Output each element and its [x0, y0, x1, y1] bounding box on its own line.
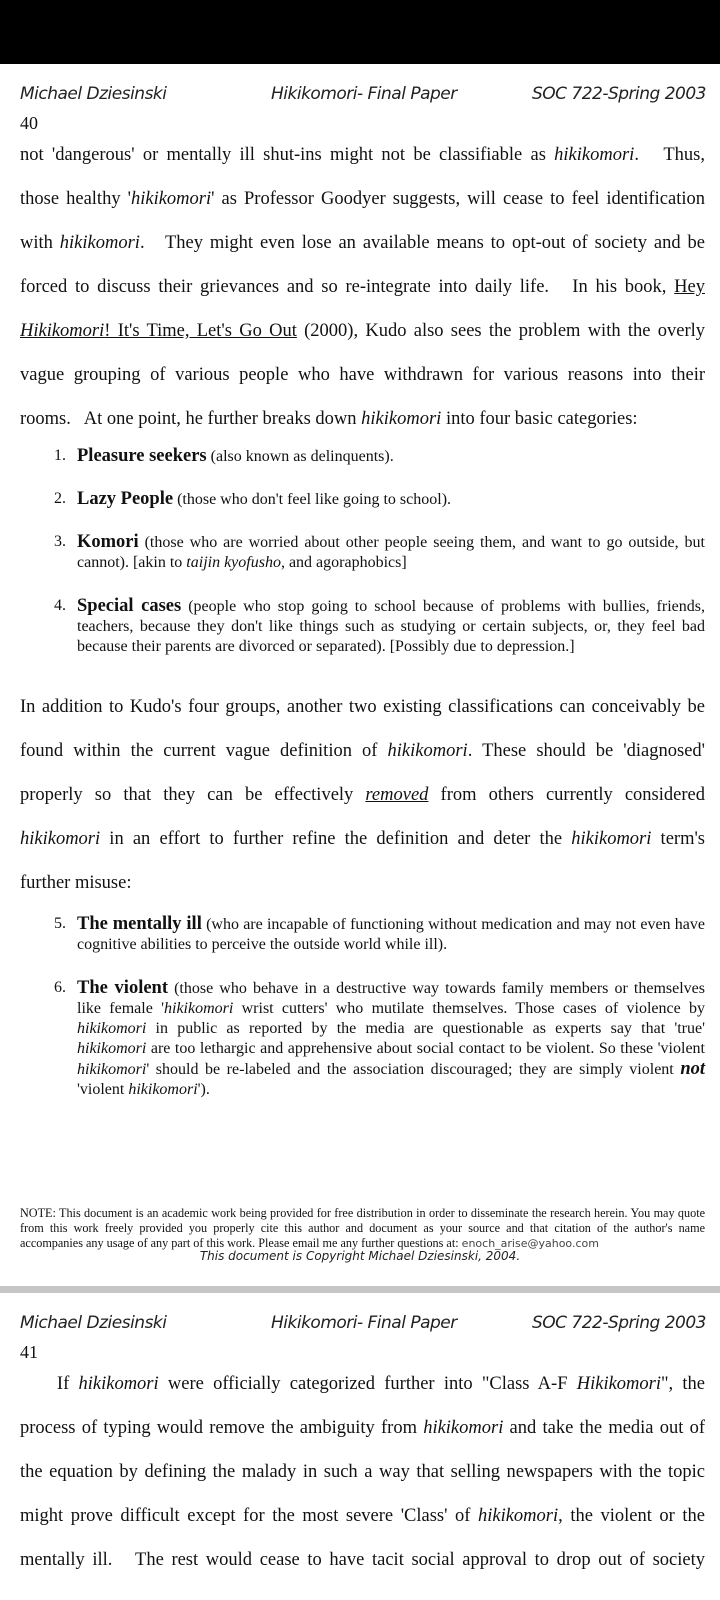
text-run: , and agoraphobics]: [280, 554, 407, 571]
list-item-1: [44, 446, 705, 467]
list-item-text: [77, 489, 705, 510]
text-run: 'violent: [77, 1081, 129, 1098]
italic-text: removed: [365, 785, 429, 805]
paragraph-classifications: [20, 692, 705, 912]
bold-text: The violent: [77, 978, 168, 998]
italic-text: hikikomori: [387, 741, 468, 761]
header-title: Hikikomori- Final Paper: [271, 84, 457, 104]
list-item-6: [44, 978, 705, 1100]
italic-text: hikikomori: [128, 1081, 198, 1098]
text-run: not 'dangerous' or mentally ill shut-ins might not be classifiable as: [20, 145, 555, 165]
text-run: ' as Professor Goodyer suggests, will cease to feel identification: [211, 189, 705, 209]
text-run: in an effort to further refine the definition and deter the: [100, 829, 572, 849]
text-line: [20, 228, 705, 272]
page-header: [20, 1313, 706, 1337]
text-run: and take the media out of: [503, 1418, 705, 1438]
italic-text: Hikikomori: [20, 321, 105, 341]
document-page-40: [0, 64, 720, 1286]
list-item-text: [77, 914, 705, 955]
list-item-text: [77, 596, 705, 657]
text-run: (those who don't feel like going to school).: [173, 491, 452, 508]
text-line: [20, 780, 705, 824]
text-line: [20, 692, 705, 736]
list-item-5: [44, 914, 705, 955]
text-run: . These should be 'diagnosed': [467, 741, 705, 761]
text-run: ! It's Time, Let's Go Out: [104, 321, 297, 341]
text-run: wrist cutters' who mutilate themselves. Those cases of violence by: [233, 1000, 705, 1017]
text-run: , the violent or the: [558, 1506, 705, 1526]
text-line: [20, 868, 705, 912]
text-run: process of typing would remove the ambiguity from: [20, 1418, 424, 1438]
page-number: 41: [20, 1342, 38, 1362]
text-run: In addition to Kudo's four groups, another two existing classifications can conceivably be: [20, 697, 705, 717]
header-title: Hikikomori- Final Paper: [271, 1313, 457, 1333]
top-status-bar: [0, 0, 720, 64]
text-run: vague grouping of various people who have withdrawn for various reasons into their: [20, 365, 705, 385]
text-run: with: [20, 233, 60, 253]
list-item-text: [77, 532, 705, 573]
text-line: [20, 1545, 705, 1589]
text-run: Hey: [674, 277, 705, 297]
italic-text: hikikomori: [423, 1418, 504, 1438]
header-course: SOC 722-Spring 2003: [531, 1313, 706, 1333]
text-line: [20, 404, 705, 448]
italic-text: hikikomori: [77, 1061, 147, 1078]
list-item-4: [44, 596, 705, 657]
italic-text: Hikikomori: [576, 1374, 661, 1394]
bold-text: Pleasure seekers: [77, 446, 207, 466]
text-run: (also known as delinquents).: [206, 448, 394, 465]
text-run: ').: [197, 1081, 210, 1098]
list-number: 5.: [54, 915, 66, 932]
list-item-text: [77, 446, 705, 467]
text-run: (those who are worried about other people seeing them, and want to go outside, but cannot). [akin to: [77, 534, 705, 571]
text-run: into four basic categories:: [441, 409, 638, 429]
text-line: [20, 184, 705, 228]
text-run: mentally ill. The rest would cease to have tacit social approval to drop out of society: [20, 1550, 705, 1570]
copyright-note: [20, 1206, 705, 1251]
text-run: . Thus,: [634, 145, 705, 165]
text-line: [20, 316, 705, 360]
list-number: 1.: [54, 447, 66, 464]
bold-text: Lazy People: [77, 489, 174, 509]
italic-text: hikikomori: [77, 1040, 147, 1057]
text-run: the equation by defining the malady in such a way that selling newspapers with the topic: [20, 1462, 705, 1482]
italic-text: hikikomori: [361, 409, 442, 429]
italic-text: hikikomori: [20, 829, 101, 849]
list-item-text: [77, 978, 705, 1100]
header-author: Michael Dziesinski: [20, 1313, 167, 1333]
text-run: ' should be re-labeled and the association discouraged; they are simply violent: [146, 1061, 681, 1078]
text-line: [20, 1369, 705, 1413]
document-page-41: [0, 1293, 720, 1600]
text-run: rooms. At one point, he further breaks down: [20, 409, 362, 429]
list-number: 4.: [54, 597, 66, 614]
list-number: 3.: [54, 533, 66, 550]
text-run: term's: [651, 829, 705, 849]
text-run: were officially categorized further into "Class A-F: [158, 1374, 577, 1394]
text-line: [20, 140, 705, 184]
text-line: [20, 360, 705, 404]
italic-text: hikikomori: [571, 829, 652, 849]
bold-text: not: [680, 1059, 705, 1079]
text-line: [20, 736, 705, 780]
text-run: further misuse:: [20, 873, 132, 893]
header-author: Michael Dziesinski: [20, 84, 167, 104]
italic-text: taijin kyofusho: [186, 554, 281, 571]
text-run: those healthy ': [20, 189, 131, 209]
text-run: (people who stop going to school because of problems with bullies, friends, teachers, because they don't like things such as studying or certain subjects, or, they feel bad because their parents are divorced or separated). [Possibly due to depression.]: [77, 598, 705, 655]
text-line: [20, 1413, 705, 1457]
text-run: are too lethargic and apprehensive about social contact to be violent. So these 'violent: [146, 1040, 705, 1057]
text-run: (those who behave in a destructive way towards family members or themselves like female ': [77, 980, 705, 1017]
text-line: [20, 824, 705, 868]
text-run: properly so that they can be effectively: [20, 785, 366, 805]
paragraph-typing: [20, 1369, 705, 1589]
page-separator: [0, 1286, 720, 1293]
page-header: [20, 84, 706, 108]
italic-text: hikikomori: [164, 1000, 234, 1017]
italic-text: hikikomori: [78, 1374, 159, 1394]
text-run: (2000), Kudo also sees the problem with the overly: [296, 321, 705, 341]
copyright-line: This document is Copyright Michael Dziesinski, 2004.: [199, 1249, 521, 1263]
text-run: from others currently considered: [428, 785, 705, 805]
text-run: in public as reported by the media are questionable as experts say that 'true': [146, 1020, 705, 1037]
text-run: ", the: [661, 1374, 705, 1394]
italic-text: hikikomori: [59, 233, 140, 253]
italic-text: hikikomori: [77, 1020, 147, 1037]
text-run: forced to discuss their grievances and so re-integrate into daily life. In his book,: [20, 277, 675, 297]
italic-text: hikikomori: [554, 145, 635, 165]
text-line: [20, 1501, 705, 1545]
bold-text: The mentally ill: [77, 914, 202, 934]
text-line: [20, 1457, 705, 1501]
bold-text: Special cases: [77, 596, 182, 616]
italic-text: hikikomori: [130, 189, 212, 209]
text-line: [20, 272, 705, 316]
list-number: 2.: [54, 490, 66, 507]
list-number: 6.: [54, 979, 66, 996]
bold-text: Komori: [77, 532, 139, 552]
note-email: enoch_arise@yahoo.com: [461, 1237, 599, 1250]
text-run: . They might even lose an available means to opt-out of society and be: [139, 233, 705, 253]
text-run: If: [20, 1374, 79, 1394]
list-item-2: [44, 489, 705, 510]
list-item-3: [44, 532, 705, 573]
header-course: SOC 722-Spring 2003: [531, 84, 706, 104]
text-run: (who are incapable of functioning without medication and may not even have cognitive abilities to perceive the outside world while ill).: [77, 916, 705, 953]
paragraph-intro: [20, 140, 705, 448]
italic-text: hikikomori: [477, 1506, 559, 1526]
text-run: found within the current vague definition of: [20, 741, 388, 761]
page-number: 40: [20, 113, 38, 133]
note-text: NOTE: This document is an academic work being provided for free distribution in order to disseminate the research herein. You may quote from this work freely provided you properly cite this author and document as your source and that citation of the author's name accompanies any usage of any part of this work. Please email me any further questions at:: [20, 1206, 705, 1250]
text-run: might prove difficult except for the most severe 'Class' of: [20, 1506, 478, 1526]
